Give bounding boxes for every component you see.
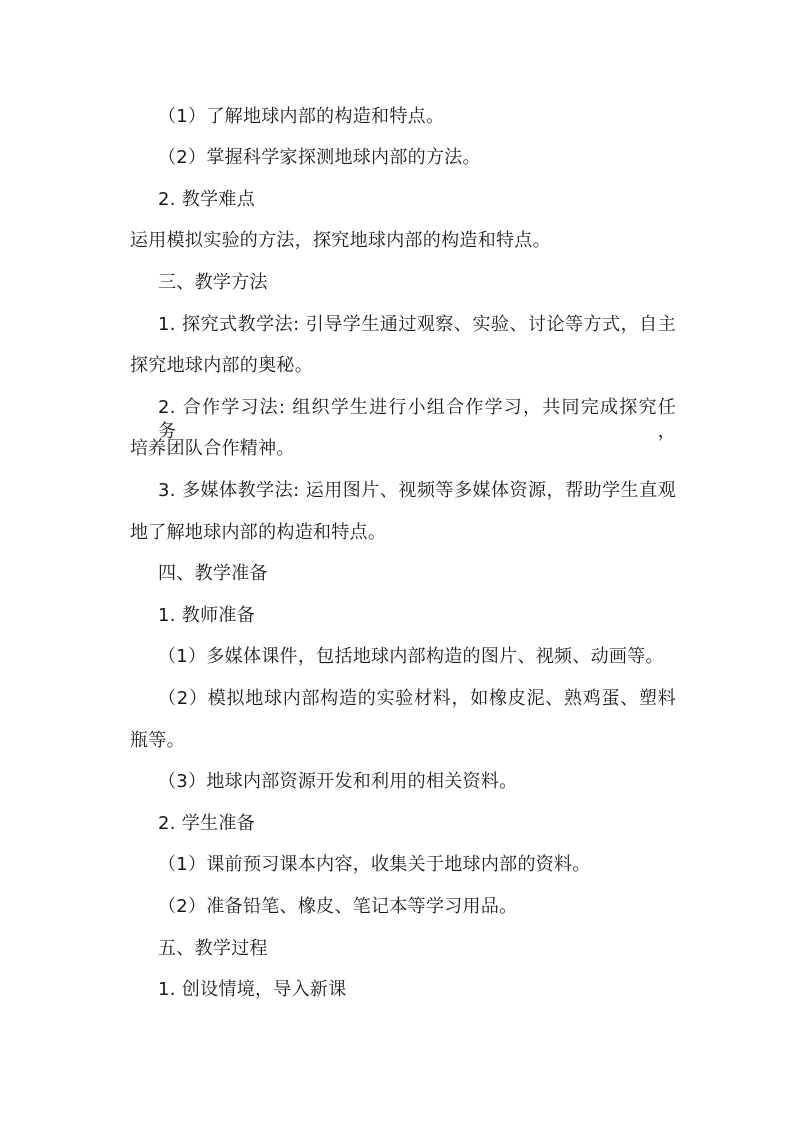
method-3-line-1: 3. 多媒体教学法: 运用图片、视频等多媒体资源，帮助学生直观 — [158, 480, 676, 501]
subheading-teacher-preparation: 1. 教师准备 — [158, 605, 255, 626]
teacher-prep-item-2-line-2: 瓶等。 — [130, 730, 185, 751]
subheading-teaching-difficulty: 2. 教学难点 — [158, 189, 255, 210]
subheading-student-preparation: 2. 学生准备 — [158, 813, 255, 834]
student-prep-item-2: （2）准备铅笔、橡皮、笔记本等学习用品。 — [158, 896, 518, 917]
method-1-line-2: 探究地球内部的奥秘。 — [130, 355, 313, 376]
section-heading-teaching-methods: 三、教学方法 — [158, 272, 268, 293]
method-1-line-1: 1. 探究式教学法: 引导学生通过观察、实验、讨论等方式，自主 — [158, 314, 676, 335]
section-heading-teaching-process: 五、教学过程 — [158, 938, 268, 959]
method-2-line-1: 2. 合作学习法: 组织学生进行小组合作学习，共同完成探究任务， — [158, 397, 676, 442]
method-3-line-2: 地了解地球内部的构造和特点。 — [130, 522, 387, 543]
objective-item-1: （1）了解地球内部的构造和特点。 — [158, 106, 445, 127]
subheading-create-situation: 1. 创设情境，导入新课 — [158, 979, 347, 1000]
section-heading-teaching-preparation: 四、教学准备 — [158, 563, 268, 584]
teacher-prep-item-2-line-1: （2）模拟地球内部构造的实验材料，如橡皮泥、熟鸡蛋、塑料 — [158, 688, 676, 709]
teacher-prep-item-3: （3）地球内部资源开发和利用的相关资料。 — [158, 771, 518, 792]
difficulty-text: 运用模拟实验的方法，探究地球内部的构造和特点。 — [130, 230, 551, 251]
student-prep-item-1: （1）课前预习课本内容，收集关于地球内部的资料。 — [158, 854, 591, 875]
teacher-prep-item-1: （1）多媒体课件，包括地球内部构造的图片、视频、动画等。 — [158, 646, 664, 667]
method-2-line-2: 培养团队合作精神。 — [130, 438, 295, 459]
objective-item-2: （2）掌握科学家探测地球内部的方法。 — [158, 147, 481, 168]
